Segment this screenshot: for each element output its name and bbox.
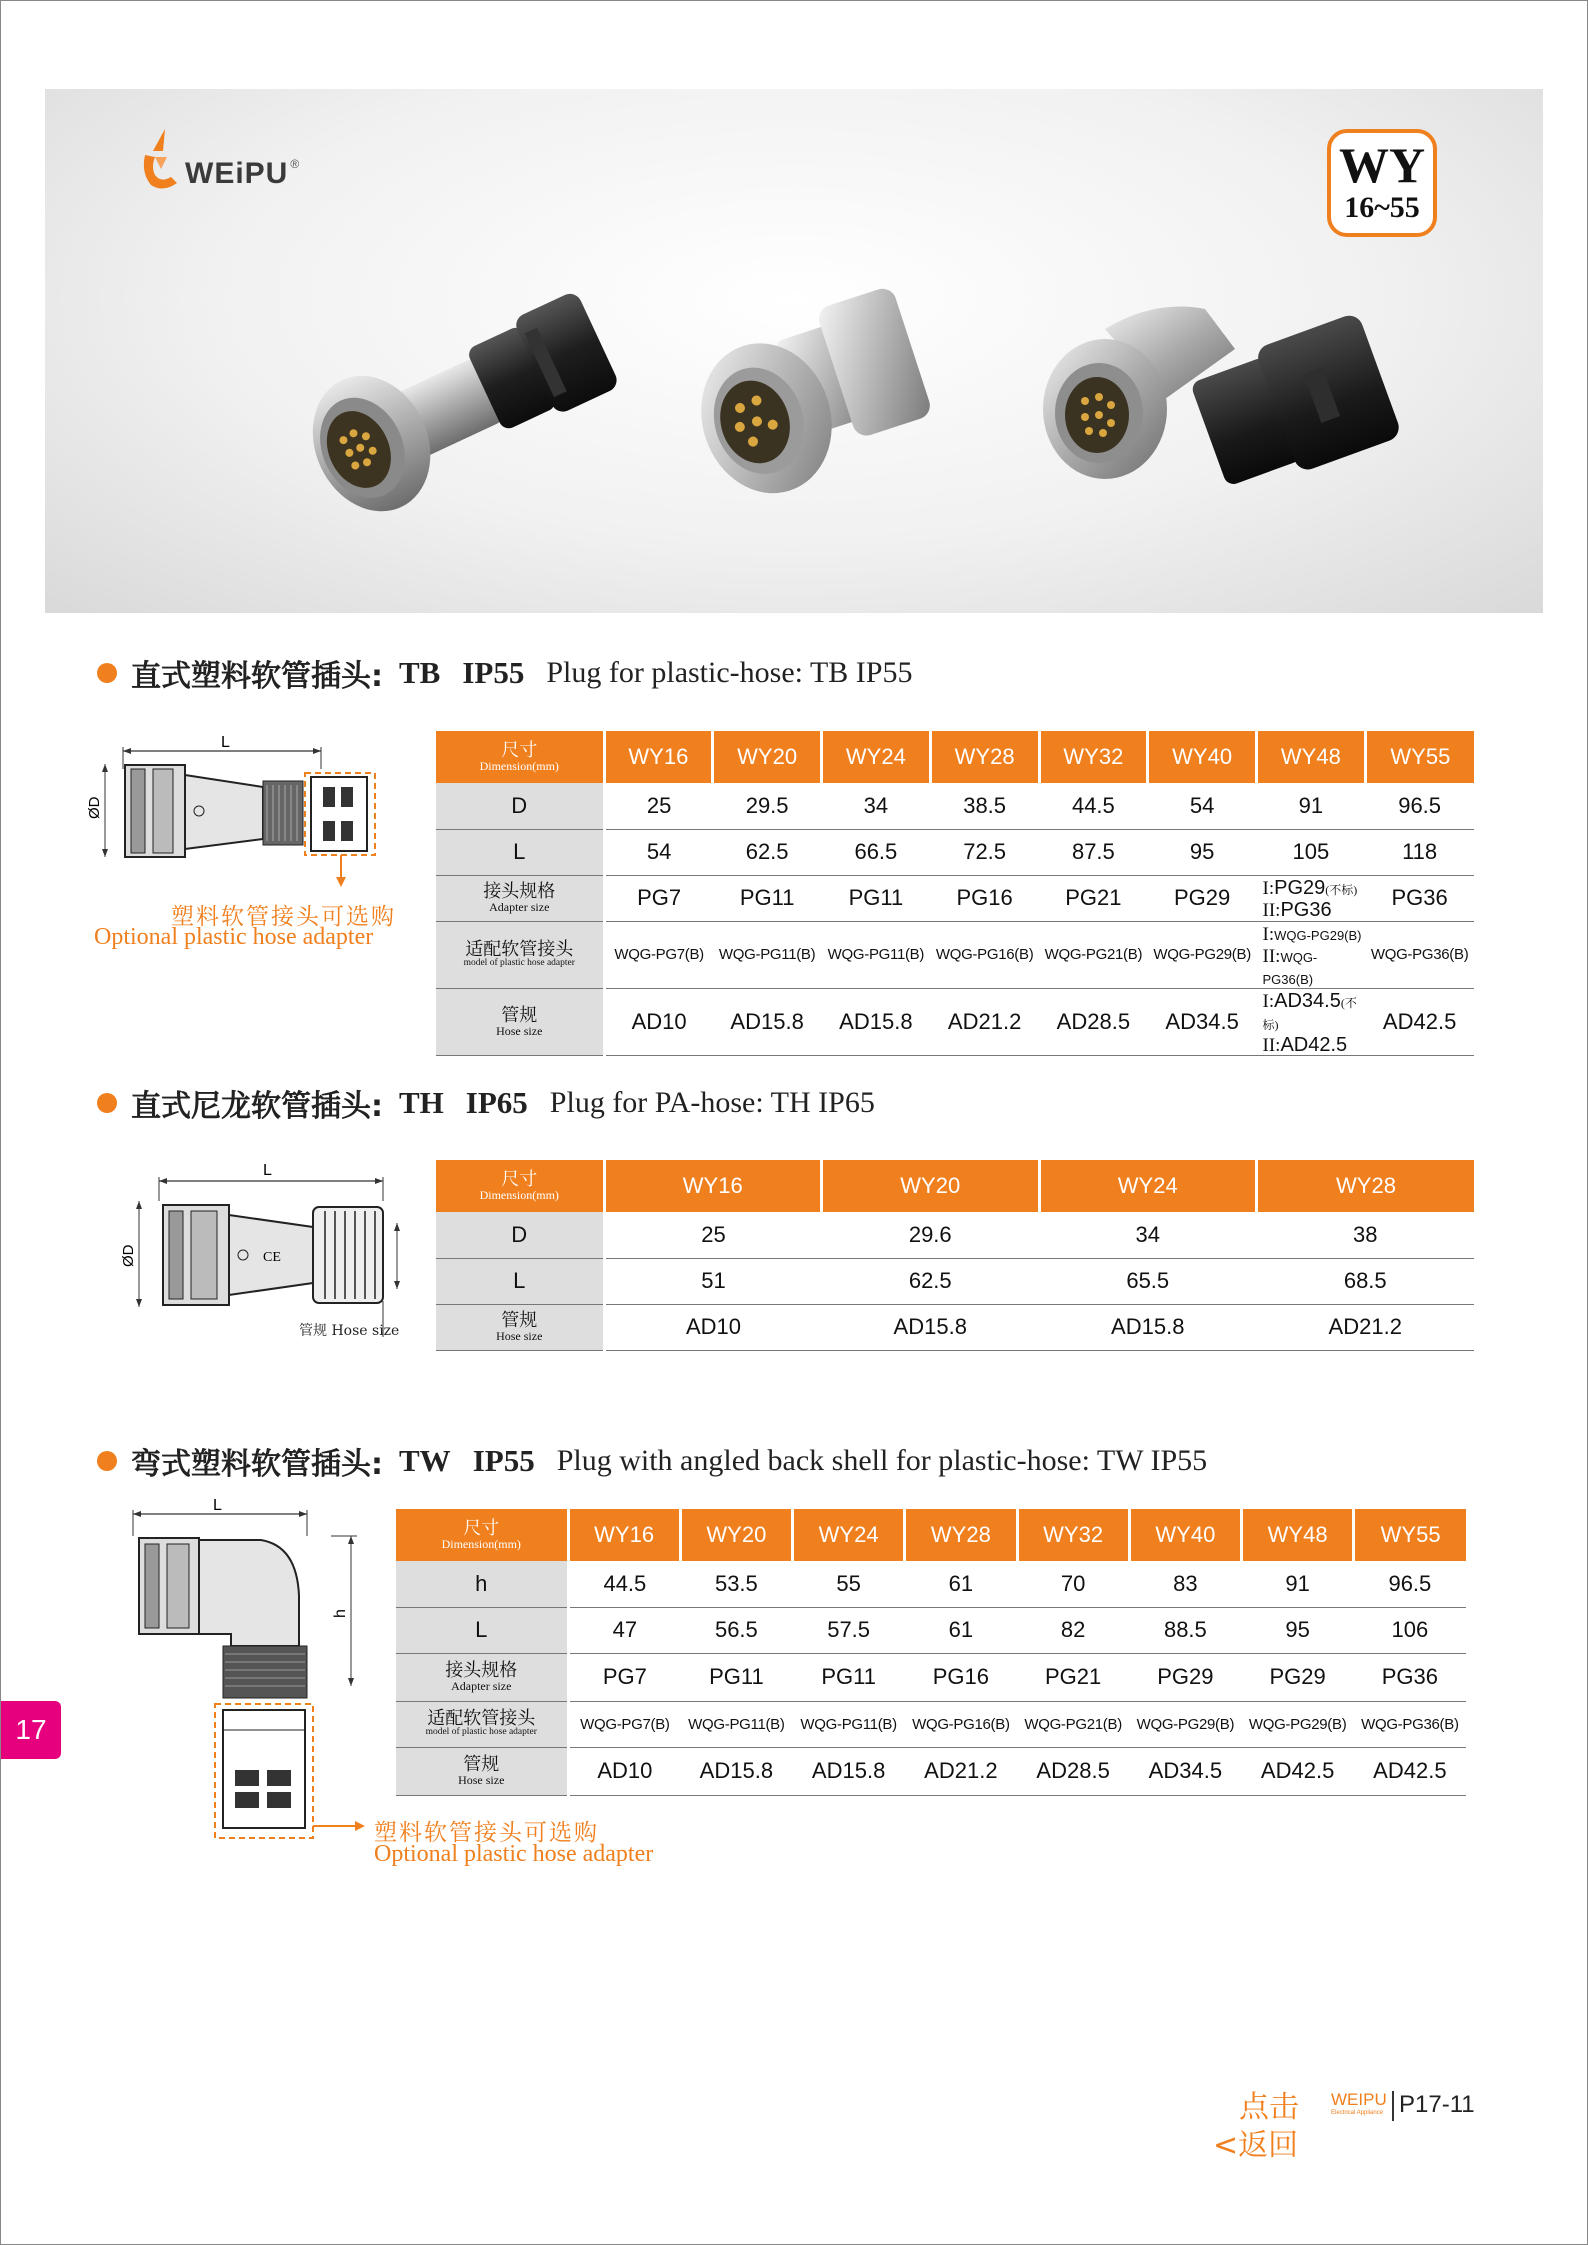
table-cell: 62.5 [822, 1258, 1040, 1304]
weipu-logo [141, 129, 299, 191]
tb-row-adapter [436, 875, 1474, 921]
series-badge-line1: WY [1338, 137, 1426, 193]
tb-row-d [436, 783, 1474, 829]
table-cell: PG7 [568, 1653, 680, 1701]
table-cell: AD21.2 [905, 1747, 1017, 1795]
table-cell: AD34.5 [1129, 1747, 1241, 1795]
tb-spec-table [436, 731, 1474, 1056]
tw-header-row [396, 1509, 1466, 1561]
section-tb-ip: IP55 [462, 655, 525, 690]
back-link[interactable] [1213, 2089, 1299, 2165]
table-cell: WQG-PG11(B) [793, 1701, 905, 1747]
table-cell: AD28.5 [1017, 1747, 1129, 1795]
table-cell: 88.5 [1129, 1607, 1241, 1653]
tb-dimension-drawing [83, 729, 423, 889]
tb-col-wy20: WY20 [713, 731, 822, 783]
table-cell: 66.5 [822, 829, 931, 875]
tb-header-row [436, 731, 1474, 783]
row-label: D [436, 1212, 604, 1258]
page-number: P17-11 [1399, 2091, 1475, 2118]
tw-col-wy28: WY28 [905, 1509, 1017, 1561]
table-cell: 83 [1129, 1561, 1241, 1607]
table-cell: 106 [1354, 1607, 1466, 1653]
table-cell: 61 [905, 1607, 1017, 1653]
weipu-logo-icon [141, 129, 179, 191]
table-cell: 57.5 [793, 1607, 905, 1653]
table-cell: PG21 [1017, 1653, 1129, 1701]
tw-row-h [396, 1561, 1466, 1607]
table-cell: 44.5 [1039, 783, 1148, 829]
table-cell: 55 [793, 1561, 905, 1607]
row-label-hose: 管规 Hose size [436, 1304, 604, 1350]
section-th-title-en: Plug for PA-hose: TH IP65 [549, 1086, 875, 1119]
th-dimension-header: 尺寸 Dimension(mm) [436, 1160, 604, 1212]
table-cell: PG29 [1148, 875, 1257, 921]
tb-col-wy40: WY40 [1148, 731, 1257, 783]
th-L-label: L [263, 1162, 272, 1179]
th-col-wy24: WY24 [1039, 1160, 1257, 1212]
table-cell: AD42.5 [1365, 988, 1474, 1055]
row-label-model: 适配软管接头 model of plastic hose adapter [436, 921, 604, 988]
table-cell: 29.5 [713, 783, 822, 829]
table-cell: PG29 [1129, 1653, 1241, 1701]
section-tb-code: TB [399, 655, 441, 690]
row-label: L [396, 1607, 568, 1653]
table-cell: 70 [1017, 1561, 1129, 1607]
tw-optional-adapter-cn: 塑料软管接头可选购 [374, 1820, 599, 1846]
table-cell: 118 [1365, 829, 1474, 875]
row-label: L [436, 1258, 604, 1304]
table-cell: WQG-PG21(B) [1039, 921, 1148, 988]
table-cell: 53.5 [680, 1561, 792, 1607]
th-dimension-drawing [113, 1161, 413, 1341]
tb-col-wy28: WY28 [930, 731, 1039, 783]
table-cell: AD15.8 [680, 1747, 792, 1795]
row-label-model: 适配软管接头 model of plastic hose adapter [396, 1701, 568, 1747]
row-label-hose: 管规 Hose size [396, 1747, 568, 1795]
table-cell: 34 [822, 783, 931, 829]
product-banner [45, 89, 1543, 613]
table-cell: WQG-PG16(B) [930, 921, 1039, 988]
table-cell-multi: I:WQG-PG29(B) II:WQG-PG36(B) [1257, 921, 1366, 988]
tw-dimension-drawing [121, 1496, 371, 1856]
table-cell: PG7 [604, 875, 713, 921]
table-cell: AD15.8 [822, 988, 931, 1055]
table-cell: AD34.5 [1148, 988, 1257, 1055]
tb-optional-adapter-en: Optional plastic hose adapter [94, 924, 374, 950]
product-photo-angled-plastic-plug [1015, 289, 1445, 539]
table-cell: WQG-PG11(B) [822, 921, 931, 988]
table-cell: 54 [604, 829, 713, 875]
tb-col-wy55: WY55 [1365, 731, 1474, 783]
section-tw-heading [97, 1439, 1207, 1483]
row-label-adapter: 接头规格 Adapter size [396, 1653, 568, 1701]
row-label: h [396, 1561, 568, 1607]
table-cell: AD15.8 [1039, 1304, 1257, 1350]
table-cell-multi: I:AD34.5(不标) II:AD42.5 [1257, 988, 1366, 1055]
table-cell: WQG-PG21(B) [1017, 1701, 1129, 1747]
tb-col-wy48: WY48 [1257, 731, 1366, 783]
chapter-tab[interactable]: 17 [1, 1701, 61, 1759]
tb-row-model [436, 921, 1474, 988]
table-cell: PG16 [930, 875, 1039, 921]
th-row-hose [436, 1304, 1474, 1350]
table-cell: AD21.2 [1257, 1304, 1475, 1350]
table-cell: 65.5 [1039, 1258, 1257, 1304]
section-tw-code: TW [399, 1443, 451, 1478]
table-cell: WQG-PG7(B) [604, 921, 713, 988]
table-cell: 38 [1257, 1212, 1475, 1258]
section-th-title-cn: 直式尼龙软管插头: [131, 1089, 383, 1124]
section-tw-ip: IP55 [472, 1443, 535, 1478]
back-link-line1: 点击 [1239, 2090, 1299, 2125]
section-tw-title-en: Plug with angled back shell for plastic-hose: TW IP55 [556, 1444, 1208, 1477]
table-cell: AD15.8 [793, 1747, 905, 1795]
table-cell: AD10 [604, 988, 713, 1055]
table-cell: 29.6 [822, 1212, 1040, 1258]
th-D-label: ØD [120, 1244, 137, 1267]
tw-h-label: h [332, 1609, 349, 1618]
tb-row-l [436, 829, 1474, 875]
bullet-icon [97, 1451, 117, 1471]
table-cell: AD15.8 [713, 988, 822, 1055]
tw-dimension-header: 尺寸 Dimension(mm) [396, 1509, 568, 1561]
footer-brand-sub: Electrical Appliance [1331, 2110, 1384, 2116]
footer-brand [1331, 2091, 1387, 2117]
table-cell: PG36 [1354, 1653, 1466, 1701]
tb-optional-adapter-cn: 塑料软管接头可选购 [171, 904, 396, 930]
tw-optional-adapter-en: Optional plastic hose adapter [374, 1841, 654, 1867]
table-cell: PG11 [680, 1653, 792, 1701]
table-cell: 96.5 [1365, 783, 1474, 829]
table-cell: 25 [604, 1212, 822, 1258]
tb-row-hose [436, 988, 1474, 1055]
table-cell: AD28.5 [1039, 988, 1148, 1055]
tw-row-model [396, 1701, 1466, 1747]
tb-col-wy24: WY24 [822, 731, 931, 783]
section-th-code: TH [399, 1085, 444, 1120]
row-label: L [436, 829, 604, 875]
section-tb-title-en: Plug for plastic-hose: TB IP55 [546, 656, 913, 689]
table-cell: PG11 [793, 1653, 905, 1701]
table-cell: WQG-PG36(B) [1354, 1701, 1466, 1747]
table-cell-multi: I:PG29(不标) II:PG36 [1257, 875, 1366, 921]
table-cell: 105 [1257, 829, 1366, 875]
tw-row-l [396, 1607, 1466, 1653]
tb-D-label: ØD [86, 796, 103, 819]
row-label: D [436, 783, 604, 829]
table-cell: 44.5 [568, 1561, 680, 1607]
series-badge [1327, 129, 1437, 237]
table-cell: WQG-PG11(B) [713, 921, 822, 988]
tw-spec-table [396, 1509, 1466, 1796]
section-tw-title-cn: 弯式塑料软管插头: [131, 1447, 383, 1482]
table-cell: 96.5 [1354, 1561, 1466, 1607]
table-cell: WQG-PG11(B) [680, 1701, 792, 1747]
table-cell: 56.5 [680, 1607, 792, 1653]
th-row-l [436, 1258, 1474, 1304]
table-cell: WQG-PG29(B) [1148, 921, 1257, 988]
table-cell: 68.5 [1257, 1258, 1475, 1304]
product-photo-straight-pa-plug [645, 279, 945, 539]
th-col-wy16: WY16 [604, 1160, 822, 1212]
table-cell: PG29 [1242, 1653, 1354, 1701]
tw-col-wy32: WY32 [1017, 1509, 1129, 1561]
tw-col-wy24: WY24 [793, 1509, 905, 1561]
table-cell: 82 [1017, 1607, 1129, 1653]
th-col-wy28: WY28 [1257, 1160, 1475, 1212]
tb-L-label: L [221, 734, 230, 751]
th-hose-size-label: 管规 Hose size [299, 1323, 400, 1339]
th-col-wy20: WY20 [822, 1160, 1040, 1212]
th-row-d [436, 1212, 1474, 1258]
table-cell: AD10 [604, 1304, 822, 1350]
table-cell: WQG-PG7(B) [568, 1701, 680, 1747]
bullet-icon [97, 1093, 117, 1113]
table-cell: AD21.2 [930, 988, 1039, 1055]
product-photo-straight-plastic-plug [245, 289, 625, 539]
table-cell: WQG-PG36(B) [1365, 921, 1474, 988]
table-cell: 62.5 [713, 829, 822, 875]
table-cell: AD10 [568, 1747, 680, 1795]
table-cell: 95 [1242, 1607, 1354, 1653]
tb-col-wy32: WY32 [1039, 731, 1148, 783]
table-cell: 54 [1148, 783, 1257, 829]
tw-col-wy40: WY40 [1129, 1509, 1241, 1561]
table-cell: 91 [1257, 783, 1366, 829]
tw-col-wy20: WY20 [680, 1509, 792, 1561]
table-cell: 91 [1242, 1561, 1354, 1607]
table-cell: PG11 [713, 875, 822, 921]
table-cell: 95 [1148, 829, 1257, 875]
tw-col-wy16: WY16 [568, 1509, 680, 1561]
table-cell: WQG-PG16(B) [905, 1701, 1017, 1747]
table-cell: AD42.5 [1354, 1747, 1466, 1795]
tw-L-label: L [213, 1497, 222, 1514]
table-cell: WQG-PG29(B) [1242, 1701, 1354, 1747]
table-cell: 61 [905, 1561, 1017, 1607]
table-cell: PG36 [1365, 875, 1474, 921]
table-cell: AD15.8 [822, 1304, 1040, 1350]
table-cell: PG16 [905, 1653, 1017, 1701]
tw-row-adapter [396, 1653, 1466, 1701]
th-ce-mark: CE [263, 1250, 281, 1265]
tw-col-wy55: WY55 [1354, 1509, 1466, 1561]
footer-divider [1392, 2091, 1394, 2121]
table-cell: 38.5 [930, 783, 1039, 829]
section-th-ip: IP65 [465, 1085, 528, 1120]
table-cell: PG21 [1039, 875, 1148, 921]
table-cell: 47 [568, 1607, 680, 1653]
back-link-line2: <返回 [1213, 2128, 1299, 2163]
series-badge-line2: 16~55 [1344, 191, 1420, 224]
tb-col-wy16: WY16 [604, 731, 713, 783]
tw-row-hose [396, 1747, 1466, 1795]
table-cell: 72.5 [930, 829, 1039, 875]
section-th-heading [97, 1081, 875, 1125]
tw-col-wy48: WY48 [1242, 1509, 1354, 1561]
tb-dimension-header: 尺寸 Dimension(mm) [436, 731, 604, 783]
table-cell: PG11 [822, 875, 931, 921]
table-cell: 34 [1039, 1212, 1257, 1258]
row-label-hose: 管规 Hose size [436, 988, 604, 1055]
logo-text: WEiPU [185, 157, 289, 190]
row-label-adapter: 接头规格 Adapter size [436, 875, 604, 921]
table-cell: 25 [604, 783, 713, 829]
section-tb-title-cn: 直式塑料软管插头: [131, 659, 383, 694]
th-header-row [436, 1160, 1474, 1212]
footer-brand-name: WEIPU [1331, 2090, 1387, 2109]
table-cell: WQG-PG29(B) [1129, 1701, 1241, 1747]
table-cell: 87.5 [1039, 829, 1148, 875]
th-spec-table [436, 1160, 1474, 1351]
bullet-icon [97, 663, 117, 683]
table-cell: 51 [604, 1258, 822, 1304]
table-cell: AD42.5 [1242, 1747, 1354, 1795]
logo-registered-mark: ® [290, 157, 300, 171]
section-tb-heading [97, 651, 912, 695]
